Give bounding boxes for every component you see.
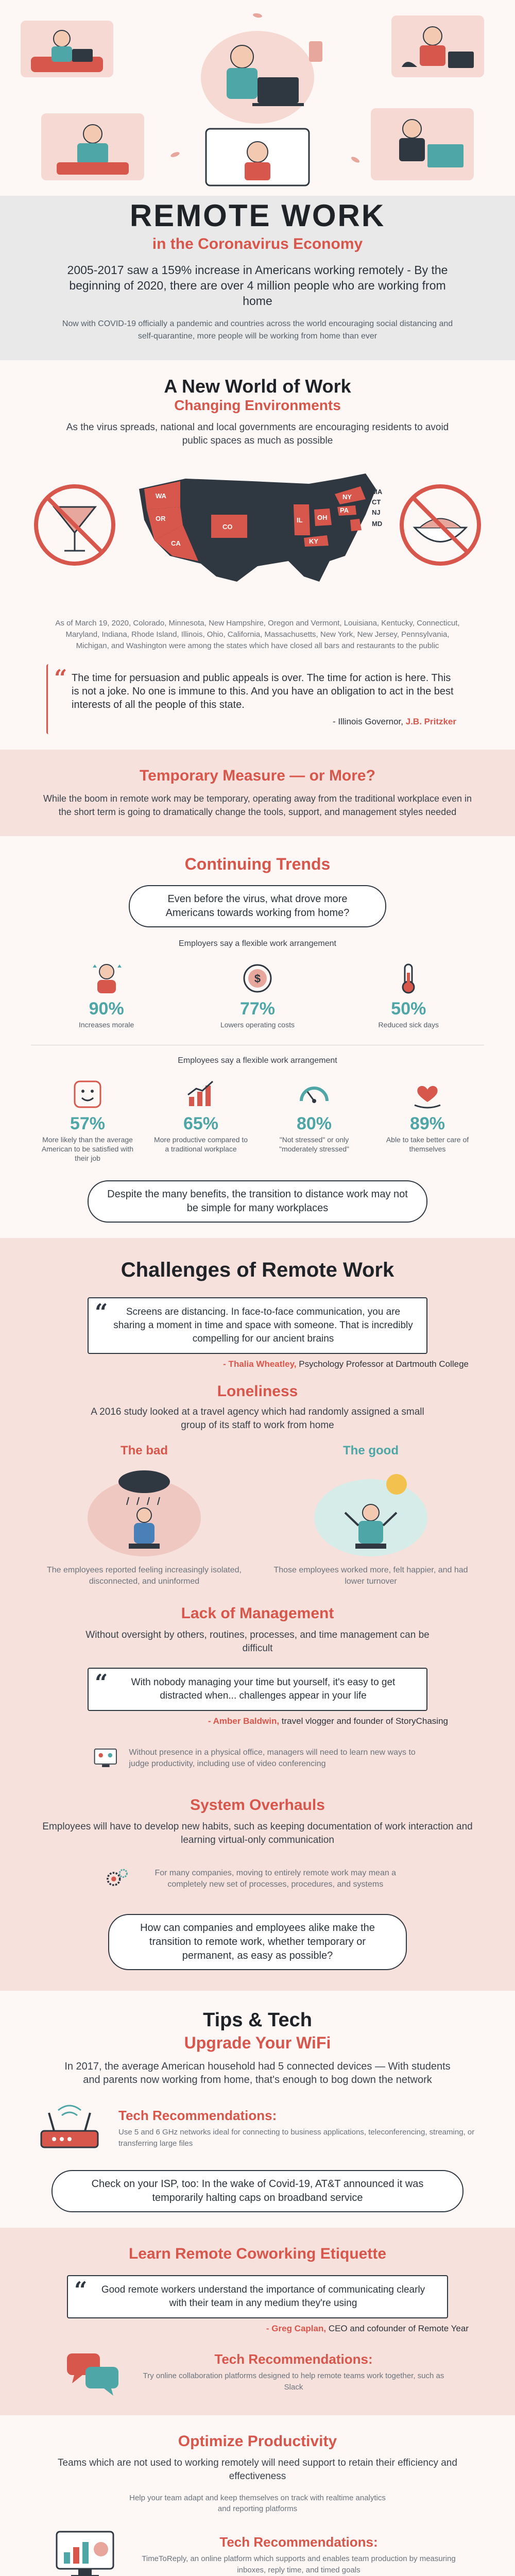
stat-morale — [55, 960, 158, 1029]
growth-chart-icon — [184, 1077, 218, 1111]
pritzker-cite-prefix: - Illinois Governor, — [333, 717, 403, 726]
quote-mark-icon: “ — [95, 1670, 108, 1696]
caplan-quote-text: Good remote workers understand the importance of communicating clearly with their team in any medium they're using — [101, 2284, 425, 2309]
temporary-body: While the boom in remote work may be temporary, operating away from the traditional workplace even in the short term is going to dramatically change the tools, support, and management styles needed — [43, 793, 472, 817]
challenges-title: Challenges of Remote Work — [121, 1259, 394, 1281]
state-label-nj: NJ — [372, 509, 381, 516]
quote-mark-icon: “ — [54, 665, 67, 691]
intro-section — [0, 196, 515, 360]
etiquette-section — [0, 2228, 515, 2415]
person-sofa-icon — [41, 113, 144, 180]
loneliness-body: A 2016 study looked at a travel agency which had randomly assigned a small group of its staff to work from home — [91, 1406, 424, 1431]
wheatley-cite-rest: Psychology Professor at Dartmouth College — [299, 1359, 469, 1369]
caplan-cite-name: - Greg Caplan, — [266, 2324, 327, 2333]
stat-costs-value: 77% — [239, 999, 276, 1019]
no-cocktail-icon — [31, 473, 118, 577]
stat-sick-value: 50% — [391, 999, 426, 1019]
person-laptop-icon — [201, 31, 322, 124]
productivity-note: Help your team adapt and keep themselves on track with realtime analytics and reporting platforms — [129, 2494, 386, 2513]
management-body: Without oversight by others, routines, processes, and time management can be difficult — [85, 1630, 430, 1654]
stat-productive — [152, 1077, 250, 1163]
new-world-section — [0, 360, 515, 750]
wifi-rec-title: Tech Recommendations: — [118, 2107, 277, 2123]
state-label-ny: NY — [342, 493, 352, 501]
productivity-body: Teams which are not used to working remotely will need support to retain their efficiency and effectiveness — [58, 2458, 457, 2482]
stat-satisfied — [39, 1077, 136, 1163]
the-bad — [46, 1444, 242, 1587]
systems-title: System Overhauls — [190, 1797, 325, 1814]
the-good-label: The good — [343, 1444, 399, 1458]
stat-care-value: 89% — [409, 1114, 445, 1133]
lonely-person-rain-icon — [82, 1461, 206, 1559]
hero-illustration — [0, 0, 515, 196]
etiquette-title: Learn Remote Coworking Etiquette — [128, 2245, 387, 2262]
gears-icon — [103, 1858, 131, 1900]
stat-care-label: Able to take better care of themselves — [386, 1136, 469, 1153]
gauge-icon — [297, 1077, 331, 1111]
intro-lead: 2005-2017 saw a 159% increase in Americans working remotely - By the beginning of 2020, there are over 4 million people who are working from home — [67, 263, 448, 308]
state-label-co: CO — [222, 523, 233, 531]
new-world-subtitle: Changing Environments — [174, 397, 341, 413]
stat-morale-value: 90% — [89, 999, 124, 1019]
temporary-title: Temporary Measure — or More? — [140, 767, 375, 784]
happy-person-sun-icon — [309, 1461, 433, 1559]
management-title: Lack of Management — [181, 1605, 334, 1622]
baldwin-quote — [88, 1668, 427, 1711]
productivity-recommendation — [134, 2534, 464, 2576]
the-bad-label: The bad — [120, 1444, 168, 1458]
page-subtitle: in the Coronavirus Economy — [152, 235, 363, 252]
the-bad-text: The employees reported feeling increasingly isolated, disconnected, and uninformed — [47, 1566, 242, 1586]
productivity-section — [0, 2415, 515, 2576]
loneliness-title: Loneliness — [217, 1383, 298, 1400]
state-label-ca: CA — [171, 539, 181, 547]
person-cat-icon — [391, 15, 484, 77]
stat-sick-label: Reduced sick days — [378, 1021, 439, 1029]
caplan-cite-rest: CEO and cofounder of Remote Year — [328, 2324, 469, 2333]
employee-stats — [31, 1077, 484, 1163]
new-world-lead: As the virus spreads, national and local governments are encouraging residents to avoid public spaces as much as possible — [66, 422, 449, 446]
wheatley-cite — [31, 1359, 469, 1369]
wifi-rec-text: Use 5 and 6 GHz networks ideal for connecting to business applications, teleconferencing, streaming, or transferring large files — [118, 2127, 475, 2148]
quote-mark-icon: “ — [95, 1299, 108, 1326]
manager-note: Without presence in a physical office, managers will need to learn new ways to judge productivity, including use of video conferencing — [129, 1748, 416, 1768]
etiquette-rec-row — [62, 2346, 453, 2398]
page-title: REMOTE WORK — [129, 198, 386, 233]
state-label-ma: MA — [372, 488, 383, 496]
trends-title: Continuing Trends — [184, 855, 331, 873]
pritzker-quote — [46, 664, 469, 734]
baldwin-quote-text: With nobody managing your time but yourself, it's easy to get distracted when... challenges appear in your life — [131, 1677, 396, 1701]
remote-workers-illustration — [0, 0, 515, 196]
isp-note: Check on your ISP, too: In the wake of Covid-19, AT&T announced it was temporarily halting caps on broadband service — [52, 2170, 464, 2212]
stat-sick — [357, 960, 460, 1029]
stat-morale-label: Increases morale — [78, 1021, 134, 1029]
systems-body: Employees will have to develop new habits, such as keeping documentation of work interaction and learning virtual-only communication — [42, 1821, 473, 1845]
stat-stress — [265, 1077, 363, 1163]
etiquette-recommendation — [134, 2351, 453, 2393]
the-good-text: Those employees worked more, felt happier, and had lower turnover — [273, 1566, 468, 1586]
stat-care — [379, 1077, 476, 1163]
smile-icon — [71, 1077, 105, 1111]
etiquette-rec-title: Tech Recommendations: — [214, 2351, 373, 2367]
productivity-rec-row — [52, 2527, 464, 2576]
stat-satisfied-value: 57% — [70, 1114, 106, 1133]
wheatley-quote-text: Screens are distancing. In face-to-face communication, you are sharing a moment in time and space with someone. That is incredibly compelling for our ancient brains — [113, 1307, 413, 1344]
analytics-dashboard-icon — [52, 2527, 124, 2576]
tips-title: Tips & Tech — [203, 2009, 312, 2031]
state-label-or: OR — [156, 515, 166, 522]
state-label-ct: CT — [372, 498, 381, 506]
state-label-wa: WA — [156, 492, 166, 500]
state-label-pa: PA — [340, 506, 349, 514]
temporary-section — [0, 750, 515, 836]
money-icon — [239, 960, 276, 996]
heart-hand-icon — [410, 1077, 444, 1111]
wifi-rec-row — [31, 2100, 484, 2157]
video-conference-icon — [93, 1738, 121, 1779]
no-restaurant-icon — [397, 473, 484, 577]
stat-productive-value: 65% — [183, 1114, 219, 1133]
quote-mark-icon: “ — [74, 2277, 88, 2303]
wifi-recommendation — [118, 2108, 484, 2149]
router-icon — [31, 2100, 108, 2157]
stat-satisfied-label: More likely than the average American to be satisfied with their job — [41, 1136, 134, 1162]
trends-closing: Despite the many benefits, the transition to distance work may not be simple for many workplaces — [88, 1180, 427, 1223]
employers-caption: Employers say a flexible work arrangement — [179, 939, 336, 948]
trends-question: Even before the virus, what drove more Americans towards working from home? — [129, 885, 386, 927]
pritzker-cite-name: J.B. Pritzker — [405, 717, 456, 726]
challenges-section — [0, 1238, 515, 1991]
wheatley-cite-name: - Thalia Wheatley, — [223, 1359, 297, 1369]
stat-stress-label: "Not stressed" or only "moderately stressed" — [279, 1136, 349, 1153]
pritzker-cite — [60, 717, 456, 727]
map-row — [31, 458, 484, 613]
new-world-title: A New World of Work — [164, 376, 351, 397]
state-label-oh: OH — [317, 514, 328, 521]
trends-section — [0, 836, 515, 1238]
state-label-il: IL — [297, 516, 303, 524]
productivity-title: Optimize Productivity — [178, 2433, 337, 2450]
pritzker-quote-text: The time for persuasion and public appeals is over. The time for action is here. This is not a joke. No one is immune to this. And you have an obligation to act in the best interests of all the people of this state. — [72, 672, 454, 710]
caplan-cite — [31, 2324, 469, 2334]
caplan-quote — [67, 2275, 448, 2318]
us-map — [124, 458, 391, 607]
thermometer-icon — [390, 960, 426, 996]
intro-body: Now with COVID-19 officially a pandemic and countries across the world encouraging social distancing and self-quarantine, more people will be working from home than ever — [62, 319, 453, 341]
person-couch-icon — [21, 21, 113, 77]
video-call-icon — [206, 129, 309, 185]
baldwin-cite — [31, 1716, 448, 1726]
the-good — [273, 1444, 469, 1587]
bad-good-compare — [31, 1444, 484, 1587]
state-label-md: MD — [372, 520, 383, 528]
closures-list: As of March 19, 2020, Colorado, Minnesota, New Hampshire, Oregon and Vermont, Louisiana, Kentucky, Connecticut, Maryland, Indiana, Rhode Island, Illinois, Ohio, California, Massachusetts, New York, New Jersey, Pennsylvania, Michigan, and Washington were among the states which have closed all bars and restaurants to the public — [55, 619, 460, 650]
etiquette-rec-text: Try online collaboration platforms designed to help remote teams work together, such as Slack — [143, 2371, 444, 2392]
stat-stress-value: 80% — [296, 1114, 332, 1133]
systems-note: For many companies, moving to entirely remote work may mean a completely new set of processes, procedures, and systems — [154, 1869, 397, 1889]
productivity-rec-text: TimeToReply, an online platform which supports and enables team production by measuring inboxes, reply time, and timed goals — [142, 2554, 456, 2574]
systems-note-row — [103, 1858, 412, 1900]
svg-text:$: $ — [254, 972, 261, 985]
chat-bubbles-icon — [62, 2346, 124, 2398]
transition-question: How can companies and employees alike make the transition to remote work, whether temporary or permanent, as easy as possible? — [108, 1914, 407, 1970]
tips-section — [0, 1991, 515, 2228]
stat-costs — [206, 960, 309, 1029]
employees-caption: Employees say a flexible work arrangement — [178, 1056, 337, 1065]
happy-worker-icon — [89, 960, 125, 996]
employer-stats — [31, 960, 484, 1029]
person-desk-icon — [371, 108, 474, 180]
baldwin-cite-name: - Amber Baldwin, — [208, 1716, 280, 1726]
wifi-body: In 2017, the average American household had 5 connected devices — With students and parents now working from home, that's enough to bog down the network — [64, 2061, 451, 2086]
manager-note-row — [93, 1738, 422, 1779]
wheatley-quote — [88, 1297, 427, 1354]
stat-costs-label: Lowers operating costs — [220, 1021, 295, 1029]
stat-productive-label: More productive compared to a traditional workplace — [153, 1136, 248, 1153]
productivity-rec-title: Tech Recommendations: — [219, 2534, 378, 2550]
baldwin-cite-rest: travel vlogger and founder of StoryChasing — [281, 1716, 448, 1726]
wifi-title: Upgrade Your WiFi — [184, 2033, 331, 2052]
state-label-ky: KY — [309, 537, 319, 545]
